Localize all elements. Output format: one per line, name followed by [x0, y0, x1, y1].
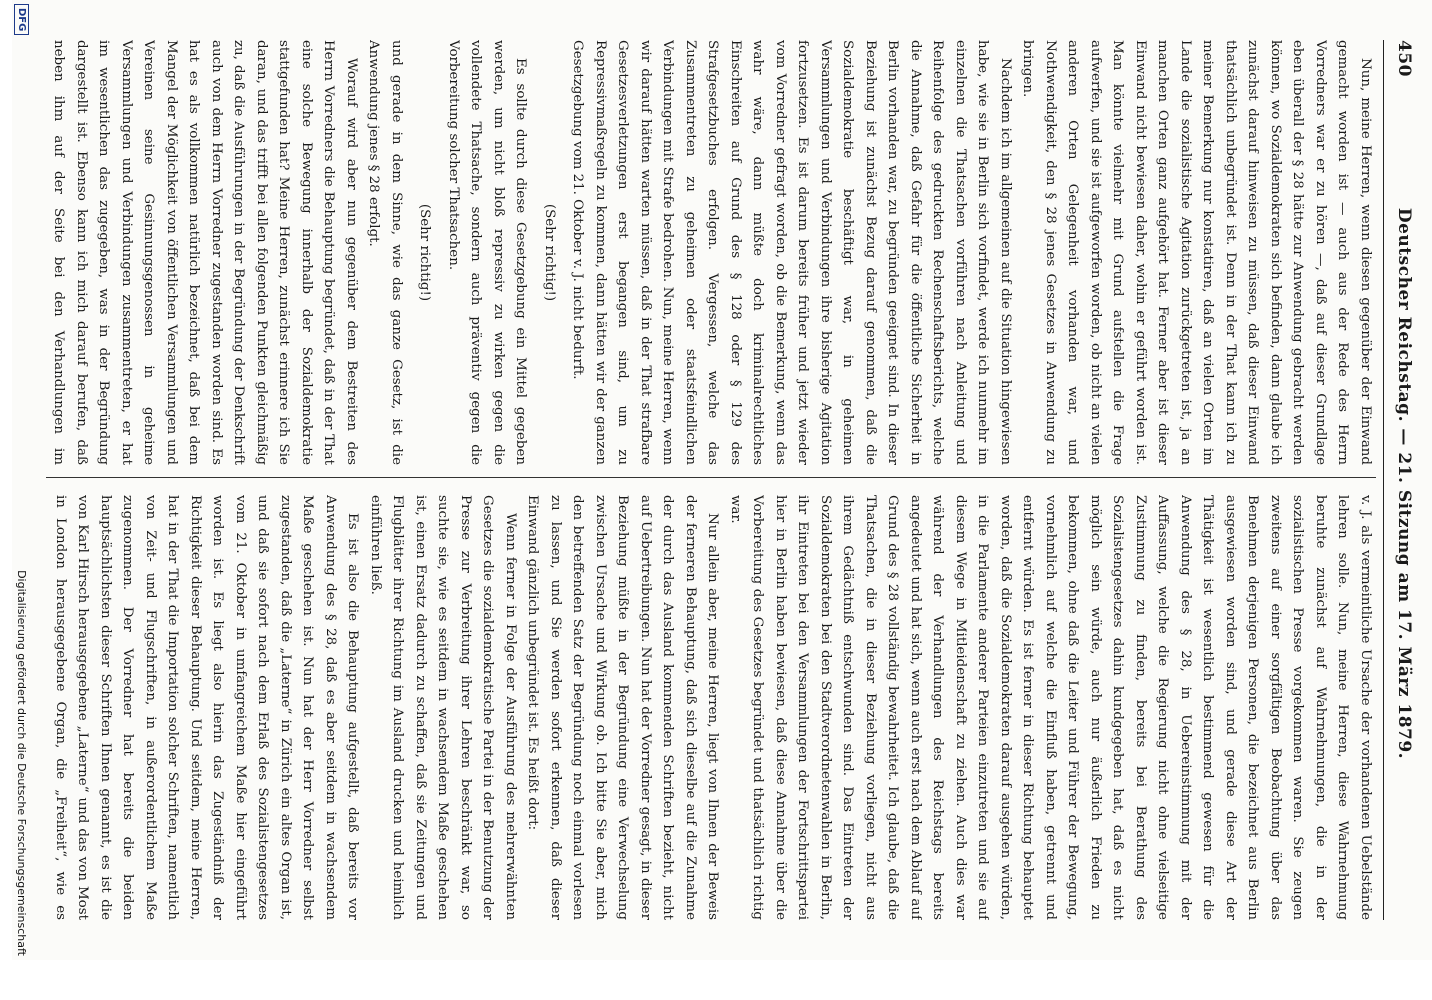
paragraph: v. J. als vermeintliche Ursache der vorhandenen Uebelstände lehren solle. Nun, meine Herren, diese Wahrnehmung beruhte zunächst auf Wahrnehmungen, die in der sozialistischen Presse vorgekommen waren. Sie zeugen zweitens auf einer sorgfältigen Beobachtung über das Benehmen derjenigen Personen, die bezeichnet aus Berlin ausgewiesen worden sind, und gerade diese Art der Thätigkeit ist wesentlich bestimmend gewesen für die Anwendung des § 28, in Uebereinstimmung mit der Auffassung, welche die Regierung nicht ohne vielseitige Zustimmung zu finden, bereits bei Berathung des Sozialistengesetzes dahin kundgegeben hat, daß es nicht möglich sein würde, auch nur äußerlich Frieden zu bekommen, ohne daß die Leiter und Führer der Bewegung, vornehmlich auf welche die Einfluß haben, getrennt und entfernt würden. Es ist ferner in dieser Richtung behauptet worden, daß die Sozialdemokraten darauf ausgehen würden, in die Parlamente anderer Parteien einzutreten und sie auf diesem Wege in Mitleidenschaft zu ziehen. Auch dies war während der Verhandlungen des Reichstags bereits angedeutet und hat sich, wenn auch erst nach dem Ablauf auf Grund des § 28 vollständig bewahrheitet. Ich glaube, daß die Thatsachen, die in dieser Beziehung vorliegen, nicht aus ihrem Gedächtniß entschwunden sind. Das Eintreten der Sozialdemokraten bei den Stadtverordnetenwahlen in Berlin, ihr Eintreten bei den Versammlungen der Fortschrittspartei hier in Berlin haben bewiesen, daß diese Annahme über die Vorbereitung des Gesetzes begründet und thatsächlich richtig war.	[728, 495, 1373, 920]
paragraph: Nur allein aber, meine Herren, liegt von Ihnen der Beweis der ferneren Behauptung, daß sich dieselbe auf die Zunahme der durch das Ausland kommenden Schriften bezieht, nicht auf Uebertreibungen. Nun hat der Vorredner gesagt, in dieser Beziehung müßte in der Begründung eine Verwechselung zwischen Ursache und Wirkung ob. Ich bitte Sie aber, mich den betreffenden Satz der Begründung noch einmal vorlesen zu lassen, und Sie werden sofort erkennen, daß dieser Einwand gänzlich unbegründet ist. Es heißt dort:	[525, 495, 721, 920]
paragraph: und gerade in dem Sinne, wie das ganze Gesetz, ist die Anwendung jenes § 28 erfolgt.	[366, 40, 404, 465]
interjection: (Sehr richtig!)	[417, 203, 433, 302]
column-divider	[46, 477, 1376, 478]
page-footer	[12, 0, 32, 960]
block-quote: Wenn ferner in Folge der Ausführung des mehrerwähnten Gesetzes die sozialdemokratische Partei in der Benutzung der Presse zur Verbreitung ihrer Lehren beschränkt war, so suchte sie, wie es seitdem in wachsendem Maße geschehen ist, einen Ersatz dadurch zu schaffen, daß sie Zeitungen und Flugblätter ihrer Richtung im Ausland drucken und heimlich einführen ließ.	[368, 495, 518, 920]
paragraph: Nun, meine Herren, wenn diesen gegenüber der Einwand gemacht worden ist — auch aus der Rede des Herrn Vorredners war er zu hören —, daß auf dieser Grundlage eben überall der § 28 hätte zur Anwendung gebracht werden können, wo Sozialdemokraten sich befinden, dann glaube ich zunächst darauf hinweisen zu müssen, daß dieser Einwand thatsächlich unbegründet ist. Denn in der That kann ich zu meiner Bemerkung nur konstatiren, daß an vielen Orten im Lande die sozialistische Agitation zurückgetreten ist, ja an manchen Orten ganz aufgehört hat. Ferner aber ist dieser Einwand nicht bewiesen daher, wohin er geführt worden ist. Man könnte vielmehr mit Grund aufstellen die Frage aufwerfen, und sie ist aufgeworfen worden, ob nicht an vielen anderen Orten Gelegenheit vorhanden war, und Nothwendigkeit, den § 28 jenes Gesetzes in Anwendung zu bringen.	[1020, 40, 1373, 465]
digitization-credit: Digitalisierung gefördert durch die Deutsche Forschungsgemeinschaft	[15, 570, 29, 956]
page-header	[1388, 40, 1414, 920]
paragraph: Es sollte durch diese Gesetzgebung ein Mittel gegeben werden, um nicht bloß repressiv zu wirken gegen die vollendete Thatsache, sondern auch präventiv gegen die Vorbereitung solcher Thatsachen.	[446, 40, 529, 465]
page-title: Deutscher Reichstag. — 21. Sitzung am 17. März 1879.	[1394, 207, 1414, 760]
document-page	[12, 0, 1432, 960]
left-column	[46, 40, 1376, 465]
header-rule	[1383, 40, 1384, 920]
dfg-logo: DFG	[15, 4, 30, 35]
paragraph: Es ist also die Behauptung aufgestellt, daß bereits vor Anwendung des § 28, daß es aber seitdem in wachsendem Maße geschehen ist. Nun hat der Herr Vorredner selbst zugestanden, daß die „Laterne“ in Zürich ein altes Organ ist, und daß sie sofort nach dem Erlaß des Sozialistengesetzes vom 21. Oktober in umfangreichem Maße hier eingeführt worden ist. Es liegt also hierin das Zugeständniß der Richtigkeit dieser Behauptung. Und seitdem, meine Herren, hat in der That die Importation solcher Schriften, namentlich von Zeit- und Flugschriften, in außerordentlichem Maße zugenommen. Der Vorredner hat bereits die beiden hauptsächlichsten dieser Schriften Ihnen genannt, es ist die von Karl Hirsch herausgegebene „Laterne“ und das von Most in London herausgegebene Organ, die „Freiheit“, wie es	[53, 495, 361, 920]
page-number: 450	[1394, 40, 1414, 77]
interjection: (Sehr richtig!)	[542, 203, 557, 302]
paragraph: Nachdem ich im allgemeinen auf die Situation hingewiesen habe, wie sie in Berlin sich vorfindet, werde ich nunmehr im einzelnen die Thatsachen vorführen nach Anleitung und Reihenfolge des gedruckten Rechenschaftsberichts, welche die Annahme, daß Gefahr für die öffentliche Sicherheit in Berlin vorhanden war, zu begründen geeignet sind. In dieser Beziehung ist zunächst Bezug darauf genommen, daß die Sozialdemokratie beschäftigt war, in geheimen Versammlungen und Verbindungen ihre bisherige Agitation fortzusetzen. Es ist darum bereits früher und jetzt wieder vom Vorredner gefragt worden, ob die Bemerkung, wenn das wahr wäre, dann müßte doch kriminalrechtliches Einschreiten auf Grund des § 128 oder § 129 des Strafgesetzbuches erfolgen. Vergessen, welche das Zusammentreten zu geheimen oder staatsfeindlichen Verbindungen mit Strafe bedrohen. Nun, meine Herren, wenn wir darauf hätten warten müssen, daß in der That strafbare Gesetzesverletzungen erst begangen sind, um zu Repressivmaßregeln zu kommen, dann hätten wir der ganzen Gesetzgebung vom 21. Oktober v. J. nicht bedurft.	[570, 40, 1013, 465]
paragraph: Worauf wird aber nun gegenüber dem Bestreiten des Herrn Vorredners die Behauptung begründet, daß in der That eine solche Bewegung innerhalb der Sozialdemokratie stattgefunden hat? Meine Herren, zunächst erinnere ich Sie daran, und das trifft bei allen folgenden Punkten gleichmäßig zu, daß die Ausführungen in der Begründung der Denkschrift auch von dem Herrn Vorredner zugestanden worden sind. Es hat es als vollkommen natürlich bezeichnet, daß bei dem Mangel der Möglichkeit von öffentlichen Versammlungen und Vereinen seine Gesinnungsgenossen in geheime Versammlungen und Verbindungen zusammentreten, er hat im wesentlichen das zugegeben, was in der Begründung dargestellt ist. Ebenso kann ich mich darauf berufen, daß neben ihm auf der Seite bei den Verhandlungen im	[51, 40, 359, 465]
right-column	[46, 495, 1376, 920]
